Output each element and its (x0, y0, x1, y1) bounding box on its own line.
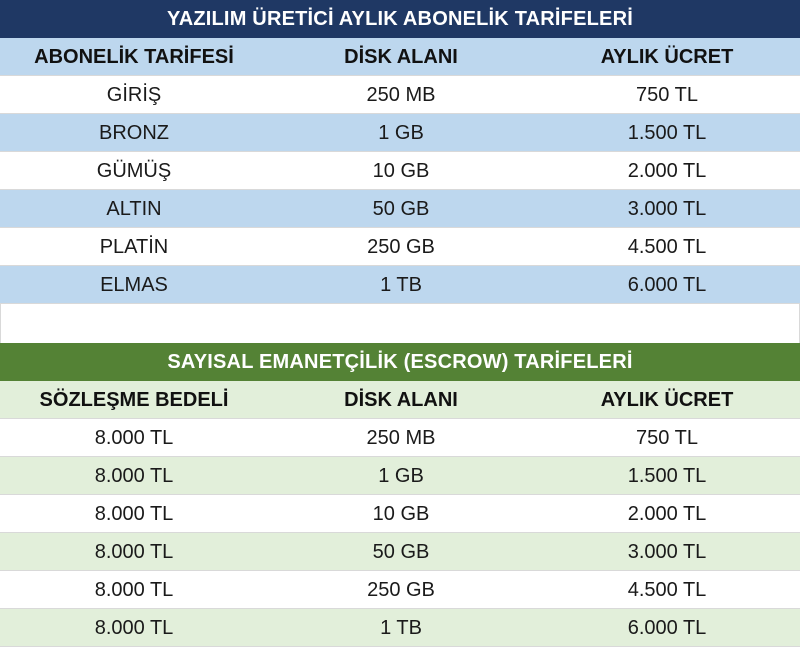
monthly-fee: 1.500 TL (627, 465, 707, 487)
header-disk-space: DİSK ALANI (344, 46, 458, 68)
header-monthly-fee: AYLIK ÜCRET (600, 389, 734, 411)
disk-space: 10 GB (372, 160, 430, 182)
disk-space: 250 GB (367, 236, 435, 258)
header-tariff: ABONELİK TARİFESİ (34, 46, 234, 68)
monthly-fee: 6.000 TL (627, 617, 707, 639)
monthly-fee: 6.000 TL (627, 274, 707, 296)
subscription-tariffs-table (0, 0, 800, 304)
table-row (0, 571, 800, 609)
contract-fee: 8.000 TL (94, 465, 174, 487)
monthly-fee: 3.000 TL (627, 198, 707, 220)
subscription-tariffs-title: YAZILIM ÜRETİCİ AYLIK ABONELİK TARİFELERİ (0, 0, 800, 38)
table-row (0, 457, 800, 495)
monthly-fee: 1.500 TL (627, 122, 707, 144)
monthly-fee: 750 TL (636, 427, 698, 449)
disk-space: 250 MB (366, 84, 436, 106)
table-header-row (0, 38, 800, 76)
tariff-name: GÜMÜŞ (96, 160, 172, 182)
disk-space: 1 GB (378, 122, 424, 144)
contract-fee: 8.000 TL (94, 579, 174, 601)
contract-fee: 8.000 TL (94, 427, 174, 449)
escrow-tariffs-table (0, 343, 800, 647)
disk-space: 1 TB (380, 274, 422, 296)
tariff-name: PLATİN (99, 236, 169, 258)
table-row (0, 152, 800, 190)
contract-fee: 8.000 TL (94, 541, 174, 563)
disk-space: 250 GB (367, 579, 435, 601)
disk-space: 50 GB (372, 541, 430, 563)
disk-space: 1 GB (378, 465, 424, 487)
monthly-fee: 4.500 TL (627, 236, 707, 258)
contract-fee: 8.000 TL (94, 503, 174, 525)
table-header-row (0, 381, 800, 419)
header-contract-fee: SÖZLEŞME BEDELİ (39, 389, 229, 411)
table-row (0, 609, 800, 647)
table-spacer (0, 304, 800, 343)
tariff-name: ALTIN (106, 198, 162, 220)
contract-fee: 8.000 TL (94, 617, 174, 639)
table-row (0, 228, 800, 266)
tariff-name: BRONZ (99, 122, 169, 144)
disk-space: 1 TB (380, 617, 422, 639)
disk-space: 50 GB (372, 198, 430, 220)
table-row (0, 495, 800, 533)
table-row (0, 114, 800, 152)
tariff-name: ELMAS (100, 274, 168, 296)
disk-space: 10 GB (372, 503, 430, 525)
tariff-name: GİRİŞ (106, 84, 162, 106)
monthly-fee: 3.000 TL (627, 541, 707, 563)
table-row (0, 190, 800, 228)
header-disk-space: DİSK ALANI (344, 389, 458, 411)
monthly-fee: 2.000 TL (627, 160, 707, 182)
escrow-tariffs-title: SAYISAL EMANETÇİLİK (ESCROW) TARİFELERİ (0, 343, 800, 381)
table-row (0, 76, 800, 114)
table-row (0, 266, 800, 304)
monthly-fee: 2.000 TL (627, 503, 707, 525)
monthly-fee: 4.500 TL (627, 579, 707, 601)
table-row (0, 419, 800, 457)
monthly-fee: 750 TL (636, 84, 698, 106)
disk-space: 250 MB (366, 427, 436, 449)
header-monthly-fee: AYLIK ÜCRET (600, 46, 734, 68)
table-row (0, 533, 800, 571)
